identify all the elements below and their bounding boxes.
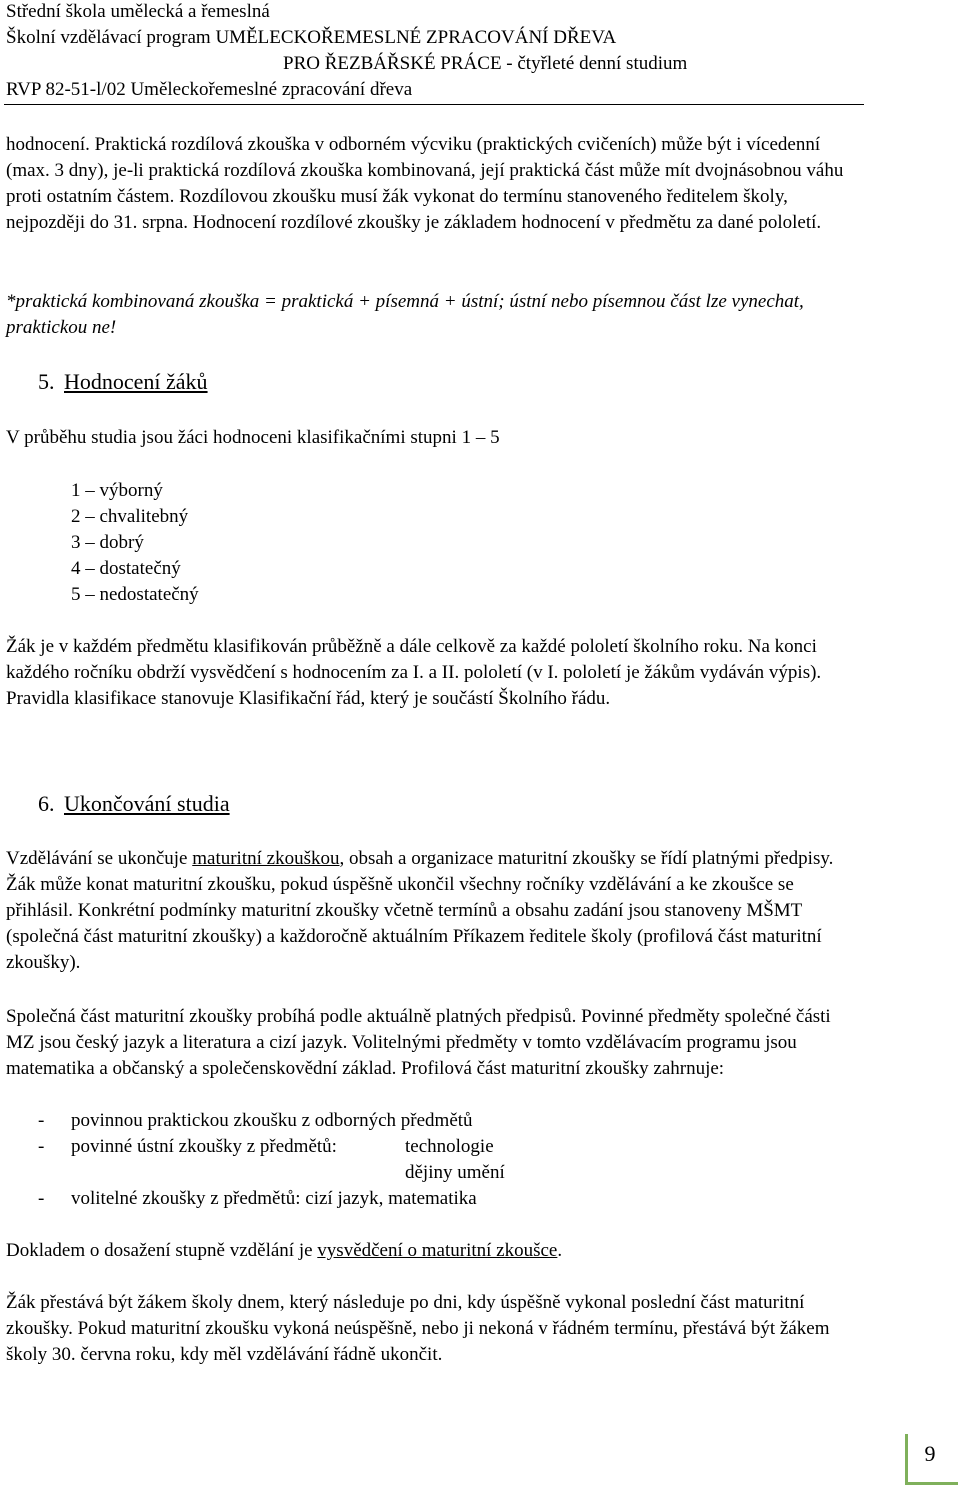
section-6-paragraph-3 (6, 1238, 862, 1264)
section-6-paragraph-2: Společná část maturitní zkoušky probíhá podle aktuálně platných předpisů. Povinné předměty společné části MZ jsou český jazyk a literatura a cizí jazyk. Volitelnými předměty v tomto vzdělávacím programu jsou matematika a občanský a společenskovědní základ. Profilová část maturitní zkoušky zahrnuje: (6, 1006, 831, 1079)
section-6-paragraph-1 (6, 846, 862, 976)
header-program: Školní vzdělávací program UMĚLECKOŘEMESLNÉ ZPRACOVÁNÍ DŘEVA (6, 27, 617, 48)
section-5-paragraph: Žák je v každém předmětu klasifikován průběžně a dále celkově za každé pololetí školního roku. Na konci každého ročníku obdrží vysvědčení s hodnocením za I. a II. pololetí (v I. pololetí je žákům vydáván výpis). Pravidla klasifikace stanovuje Klasifikační řád, který je součástí Školního řádu. (6, 636, 822, 709)
list-dash: - (38, 1136, 45, 1157)
list-subject: dějiny umění (405, 1162, 505, 1183)
section-5-intro: V průběhu studia jsou žáci hodnoceni klasifikačními stupni 1 – 5 (6, 427, 500, 448)
list-subject: technologie (405, 1136, 494, 1157)
section-6-title: Ukončování studia (64, 791, 230, 816)
section-5-heading (38, 368, 208, 396)
grade-item: 3 – dobrý (71, 532, 144, 553)
p1-text-before: Vzdělávání se ukončuje (6, 848, 193, 869)
list-item: povinnou praktickou zkoušku z odborných předmětů (71, 1110, 473, 1131)
header-rvp: RVP 82-51-l/02 Uměleckořemeslné zpracování dřeva (6, 79, 413, 100)
intro-note: *praktická kombinovaná zkouška = praktická + písemná + ústní; ústní nebo písemnou část lze vynechat, praktickou ne! (6, 291, 804, 338)
section-6-paragraph-4: Žák přestává být žákem školy dnem, který následuje po dni, kdy úspěšně vykonal poslední část maturitní zkoušky. Pokud maturitní zkoušku vykoná neúspěšně, nebo ji nekoná v řádném termínu, přestává být žákem školy 30. června roku, kdy měl vzdělávání řádně ukončit. (6, 1292, 830, 1365)
grade-item: 4 – dostatečný (71, 558, 181, 579)
section-6-heading (38, 790, 230, 818)
section-5-number: 5. (38, 369, 55, 394)
section-6-number: 6. (38, 791, 55, 816)
grade-item: 5 – nedostatečný (71, 584, 199, 605)
p3-text-after: . (557, 1240, 563, 1261)
grade-item: 1 – výborný (71, 480, 163, 501)
list-item: volitelné zkoušky z předmětů: cizí jazyk, matematika (71, 1188, 477, 1209)
intro-paragraph: hodnocení. Praktická rozdílová zkouška v odborném výcviku (praktických cvičeních) může být i vícedenní (max. 3 dny), je-li praktická rozdílová zkouška kombinovaná, její praktická část může mít dvojnásobnou váhu proti ostatním částem. Rozdílovou zkoušku musí žák vykonat do termínu stanoveného ředitelem školy, nejpozději do 31. srpna. Hodnocení rozdílové zkoušky je základem hodnocení v předmětu za dané pololetí. (6, 134, 844, 233)
header-program-sub: PRO ŘEZBÁŘSKÉ PRÁCE - čtyřleté denní studium (283, 53, 688, 74)
maturity-exam-link: maturitní zkouškou (192, 848, 340, 869)
p1-text-after: , obsah a organizace maturitní zkoušky se řídí platnými předpisy. Žák může konat maturitní zkoušku, pokud úspěšně ukončil všechny ročníky vzdělávání a ke zkoušce se přihlásil. Konkrétní podmínky maturitní zkoušky včetně termínů a obsahu zadání jsou stanoveny MŠMT (společná část maturitní zkoušky) a každoročně aktuálním Příkazem ředitele školy (profilová část maturitní zkoušky). (6, 848, 834, 973)
header-divider (4, 104, 864, 105)
grade-item: 2 – chvalitebný (71, 506, 189, 527)
list-dash: - (38, 1110, 45, 1131)
p3-text-before: Dokladem o dosažení stupně vzdělání je (6, 1240, 318, 1261)
list-item: povinné ústní zkoušky z předmětů: (71, 1136, 337, 1157)
section-5-title: Hodnocení žáků (64, 369, 208, 394)
header-school-name: Střední škola umělecká a řemeslná (6, 1, 270, 22)
list-dash: - (38, 1188, 45, 1209)
certificate-link: vysvědčení o maturitní zkoušce (317, 1240, 558, 1261)
page-number: 9 (924, 1441, 936, 1466)
